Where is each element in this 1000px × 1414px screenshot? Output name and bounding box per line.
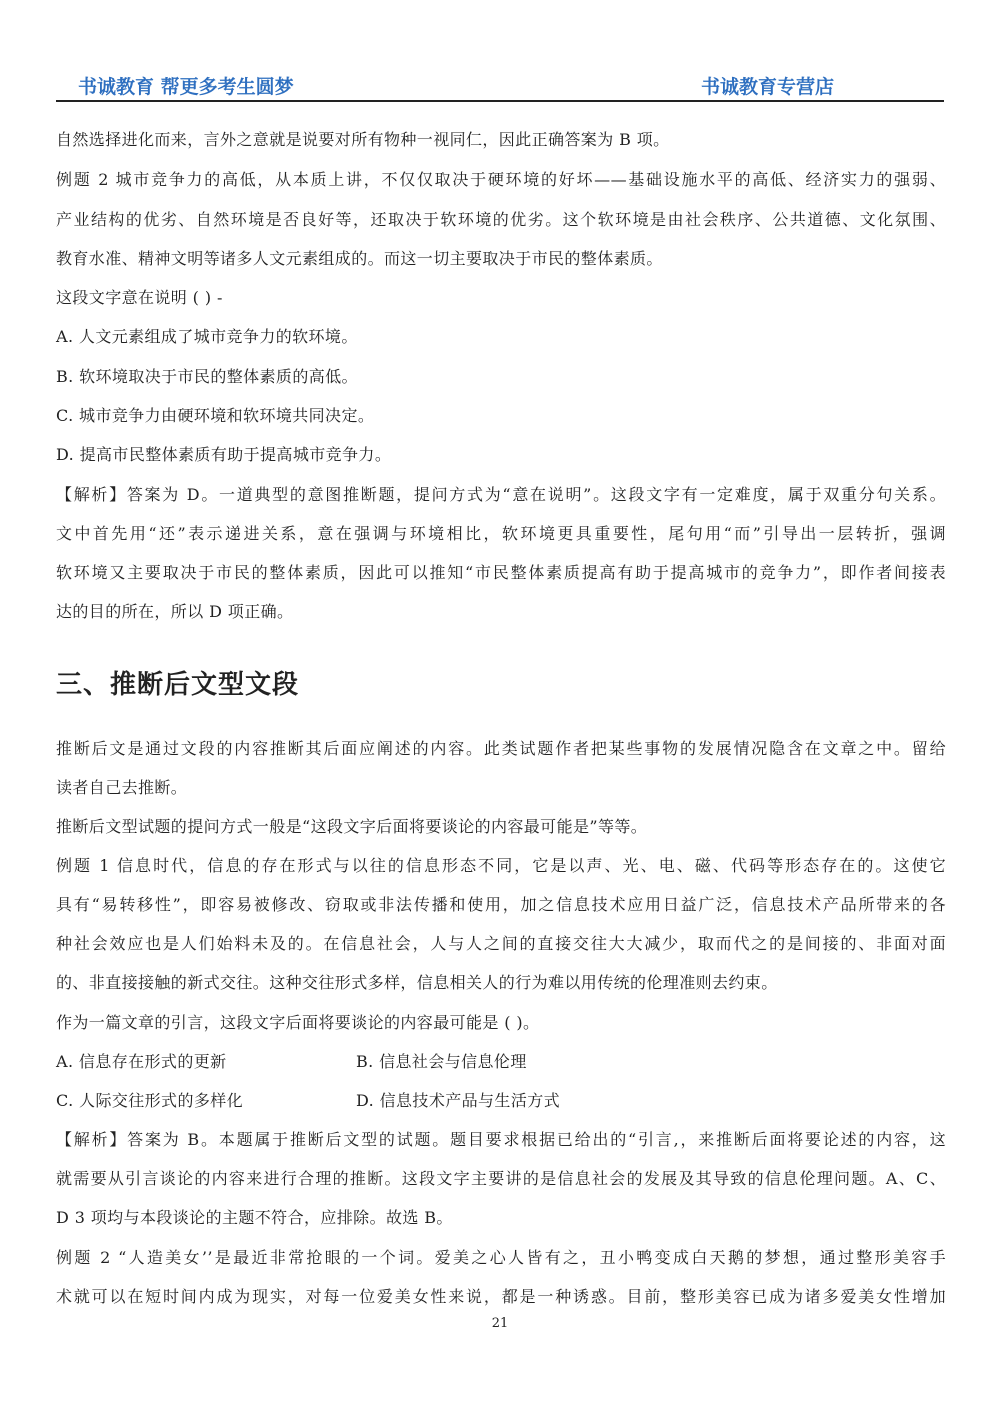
- page-number: 21: [491, 1316, 509, 1331]
- text-line: 读者自己去推断。: [56, 778, 188, 797]
- section-heading: 三、推断后文型文段: [56, 670, 300, 700]
- text-line: 教育水准、精神文明等诸多人文元素组成的。而这一切主要取决于市民的整体素质。: [56, 249, 663, 268]
- text-line: 的、非直接接触的新式交往。这种交往形式多样，信息相关人的行为难以用传统的伦理准则去约束。: [56, 973, 778, 992]
- text-line: 种社会效应也是人们始料未及的。在信息社会，人与人之间的直接交往大大减少，取而代之的是间接的、非面对面: [56, 934, 946, 953]
- text-line: 推断后文型试题的提问方式一般是“这段文字后面将要谈论的内容最可能是”等等。: [56, 817, 648, 836]
- analysis-line: 就需要从引言谈论的内容来进行合理的推断。这段文字主要讲的是信息社会的发展及其导致的信息伦理问题。A、C、: [56, 1169, 946, 1188]
- header-shop-name: 书诚教育专营店: [700, 76, 834, 98]
- analysis-line: 【解析】答案为 D。一道典型的意图推断题，提问方式为“意在说明”。这段文字有一定难度，属于双重分句关系。: [56, 485, 946, 504]
- text-line: 例题 1 信息时代，信息的存在形式与以往的信息形态不同，它是以声、光、电、磁、代码等形态存在的。这使它: [56, 856, 946, 875]
- analysis-line: 软环境又主要取决于市民的整体素质，因此可以推知“市民整体素质提高有助于提高城市的竞争力”，即作者间接表: [56, 563, 946, 582]
- page-header: [56, 68, 944, 102]
- option-c: C. 人际交往形式的多样化: [56, 1091, 244, 1110]
- text-line: 术就可以在短时间内成为现实，对每一位爱美女性来说，都是一种诱惑。目前，整形美容已成为诸多爱美女性增加: [56, 1287, 946, 1306]
- text-line: 具有“易转移性”，即容易被修改、窃取或非法传播和使用，加之信息技术应用日益广泛，信息技术产品所带来的各: [56, 895, 946, 914]
- header-slogan: 书诚教育 帮更多考生圆梦: [78, 76, 294, 98]
- analysis-line: D 3 项均与本段谈论的主题不符合，应排除。故选 B。: [56, 1208, 453, 1227]
- question-stem: 这段文字意在说明 ( ) -: [56, 288, 223, 307]
- option-b: B. 软环境取决于市民的整体素质的高低。: [56, 367, 358, 386]
- option-d: D. 提高市民整体素质有助于提高城市竞争力。: [56, 445, 392, 464]
- option-a: A. 人文元素组成了城市竞争力的软环境。: [56, 327, 358, 346]
- analysis-line: 达的目的所在，所以 D 项正确。: [56, 602, 294, 621]
- options-row: [56, 1091, 946, 1111]
- question-stem: 作为一篇文章的引言，这段文字后面将要谈论的内容最可能是 ( )。: [56, 1013, 540, 1032]
- option-b: B. 信息社会与信息伦理: [356, 1052, 527, 1071]
- analysis-line: 【解析】答案为 B。本题属于推断后文型的试题。题目要求根据已给出的“引言,，来推断后面将要论述的内容，这: [56, 1130, 946, 1149]
- analysis-line: 文中首先用“还”表示递进关系，意在强调与环境相比，软环境更具重要性，尾句用“而”引导出一层转折，强调: [56, 524, 946, 543]
- text-line: 例题 2 城市竞争力的高低，从本质上讲，不仅仅取决于硬环境的好坏——基础设施水平的高低、经济实力的强弱、: [56, 170, 946, 189]
- options-row: [56, 1052, 946, 1072]
- text-line: 例题 2 “人造美女’’是最近非常抢眼的一个词。爱美之心人皆有之，丑小鸭变成白天鹅的梦想，通过整形美容手: [56, 1248, 946, 1267]
- text-line: 推断后文是通过文段的内容推断其后面应阐述的内容。此类试题作者把某些事物的发展情况隐含在文章之中。留给: [56, 739, 946, 758]
- text-line: 自然选择进化而来，言外之意就是说要对所有物种一视同仁，因此正确答案为 B 项。: [56, 130, 670, 149]
- option-c: C. 城市竞争力由硬环境和软环境共同决定。: [56, 406, 375, 425]
- option-d: D. 信息技术产品与生活方式: [356, 1091, 561, 1110]
- option-a: A. 信息存在形式的更新: [56, 1052, 227, 1071]
- text-line: 产业结构的优劣、自然环境是否良好等，还取决于软环境的优劣。这个软环境是由社会秩序、公共道德、文化氛围、: [56, 210, 946, 229]
